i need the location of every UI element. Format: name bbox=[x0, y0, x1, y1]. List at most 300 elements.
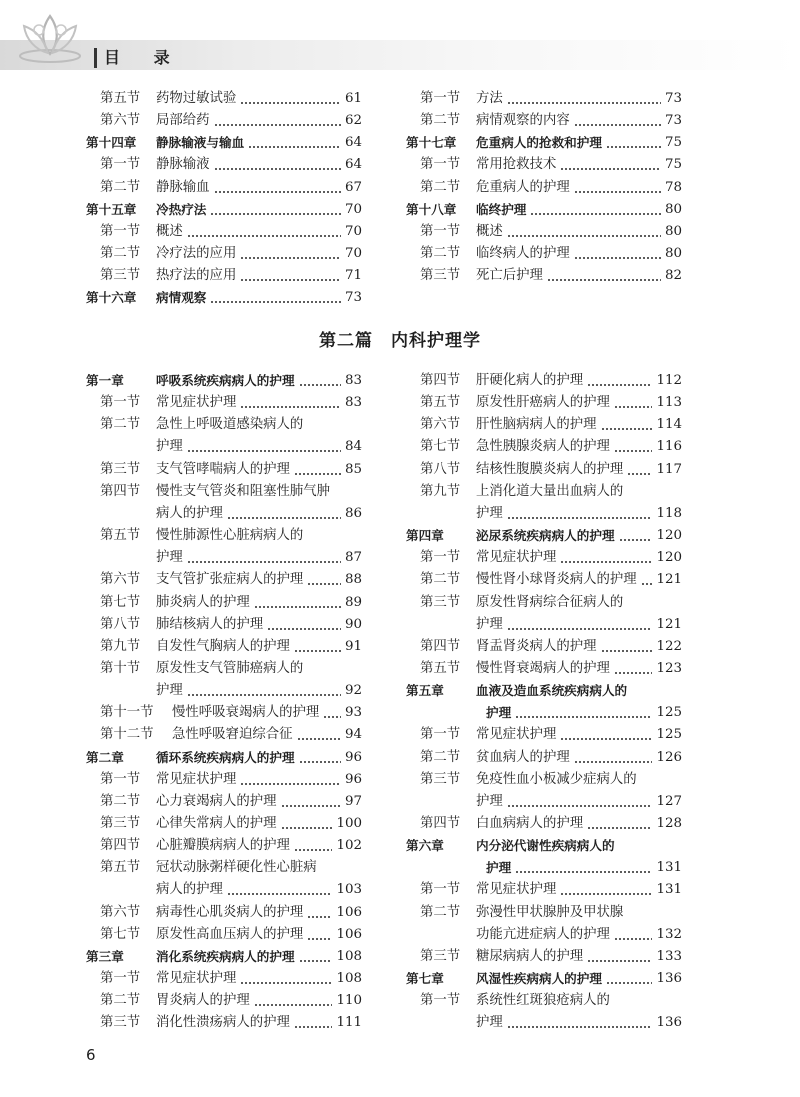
section-title: 慢性肾衰竭病人的护理 bbox=[476, 660, 610, 676]
section-number: 第三节 bbox=[100, 1015, 141, 1031]
section-number: 第一节 bbox=[420, 550, 461, 566]
section-entry[interactable] bbox=[406, 924, 682, 946]
dot-leader bbox=[299, 960, 333, 962]
page-ref: 70 bbox=[344, 223, 362, 239]
dot-leader bbox=[240, 279, 341, 281]
section-entry[interactable] bbox=[86, 924, 362, 946]
section-number: 第二节 bbox=[420, 179, 461, 195]
section-title: 常见症状护理 bbox=[476, 550, 557, 566]
section-entry[interactable] bbox=[406, 265, 682, 287]
section-entry[interactable] bbox=[406, 990, 682, 1012]
section-number: 第二节 bbox=[420, 572, 461, 588]
section-entry[interactable] bbox=[86, 414, 362, 436]
section-title: 慢性呼吸衰竭病人的护理 bbox=[172, 705, 320, 721]
page-ref: 136 bbox=[656, 971, 682, 987]
section-entry[interactable] bbox=[406, 392, 682, 414]
page-ref: 70 bbox=[344, 201, 362, 217]
dot-leader bbox=[307, 916, 332, 918]
section-entry[interactable] bbox=[86, 88, 362, 110]
dot-leader bbox=[210, 301, 341, 303]
section-title: 肾盂肾炎病人的护理 bbox=[476, 638, 597, 654]
dot-leader bbox=[323, 716, 341, 718]
dot-leader bbox=[294, 650, 341, 652]
section-title: 死亡后护理 bbox=[476, 268, 543, 284]
section-entry[interactable] bbox=[406, 459, 682, 481]
section-entry[interactable] bbox=[86, 614, 362, 636]
section-title: 原发性支气管肺癌病人的 bbox=[156, 660, 304, 676]
section-entry[interactable] bbox=[406, 946, 682, 968]
section-entry[interactable] bbox=[86, 791, 362, 813]
dot-leader bbox=[307, 583, 341, 585]
dot-leader bbox=[299, 384, 341, 386]
page-ref: 106 bbox=[336, 904, 362, 920]
section-title: 常见症状护理 bbox=[156, 395, 237, 411]
section-title: 原发性高血压病人的护理 bbox=[156, 926, 304, 942]
section-entry[interactable] bbox=[406, 813, 682, 835]
section-title: 急性胰腺炎病人的护理 bbox=[476, 439, 610, 455]
section-title: 概述 bbox=[156, 223, 183, 239]
page-ref: 64 bbox=[344, 135, 362, 151]
section-title: 冠状动脉粥样硬化性心脏病 bbox=[156, 860, 317, 876]
section-title: 概述 bbox=[476, 223, 503, 239]
chapter-title: 泌尿系统疾病病人的护理 bbox=[476, 528, 615, 544]
chapter-number: 第三章 bbox=[86, 948, 124, 964]
section-number: 第四节 bbox=[420, 816, 461, 831]
section-entry[interactable] bbox=[86, 658, 362, 680]
section-title: 热疗法的应用 bbox=[156, 268, 237, 284]
section-title: 药物过敏试验 bbox=[156, 91, 237, 106]
page-ref: 80 bbox=[664, 223, 682, 239]
section-entry[interactable] bbox=[86, 481, 362, 503]
section-number: 第二节 bbox=[100, 793, 141, 809]
section-entry[interactable] bbox=[406, 1012, 682, 1034]
dot-leader bbox=[530, 213, 661, 215]
page-ref: 88 bbox=[344, 572, 362, 588]
section-entry[interactable] bbox=[406, 791, 682, 813]
chapter-number: 第十四章 bbox=[86, 135, 137, 151]
section-entry[interactable] bbox=[406, 902, 682, 924]
dot-leader bbox=[507, 805, 653, 807]
dot-leader bbox=[507, 102, 661, 104]
section-title: 护理 bbox=[156, 683, 183, 699]
section-title: 危重病人的护理 bbox=[476, 179, 570, 195]
section-number: 第五节 bbox=[100, 860, 141, 876]
page-number: 6 bbox=[86, 1046, 96, 1064]
section-entry[interactable] bbox=[86, 724, 362, 746]
page-ref: 100 bbox=[336, 816, 362, 831]
chapter-number: 第十八章 bbox=[406, 201, 457, 217]
section-number: 第十一节 bbox=[100, 705, 154, 721]
chapter-entry[interactable] bbox=[406, 525, 682, 547]
page-ref: 116 bbox=[656, 439, 682, 455]
dot-leader bbox=[187, 235, 341, 237]
page-ref: 121 bbox=[656, 572, 682, 588]
dot-leader bbox=[606, 146, 661, 148]
dot-leader bbox=[240, 102, 341, 104]
section-number: 第二节 bbox=[420, 113, 461, 129]
dot-leader bbox=[240, 406, 341, 408]
section-number: 第三节 bbox=[420, 948, 461, 964]
section-title: 常用抢救技术 bbox=[476, 157, 557, 173]
chapter-entry[interactable] bbox=[406, 857, 682, 879]
dot-leader bbox=[614, 406, 653, 408]
section-title: 病人的护理 bbox=[156, 882, 223, 898]
page-ref: 62 bbox=[344, 113, 362, 129]
section-entry[interactable] bbox=[86, 154, 362, 176]
section-entry[interactable] bbox=[406, 110, 682, 132]
page-ref: 120 bbox=[656, 550, 682, 566]
dot-leader bbox=[641, 583, 653, 585]
section-title: 支气管哮喘病人的护理 bbox=[156, 461, 290, 477]
section-title: 肺结核病人的护理 bbox=[156, 616, 264, 632]
section-number: 第八节 bbox=[100, 616, 141, 632]
section-entry[interactable] bbox=[406, 243, 682, 265]
section-title: 白血病病人的护理 bbox=[476, 816, 584, 831]
section-number: 第十二节 bbox=[100, 727, 154, 743]
section-number: 第一节 bbox=[100, 771, 141, 787]
section-number: 第四节 bbox=[420, 373, 461, 388]
header-title: 目 录 bbox=[104, 48, 184, 67]
section-entry[interactable] bbox=[406, 614, 682, 636]
section-title: 急性呼吸窘迫综合征 bbox=[172, 727, 293, 743]
chapter-entry[interactable] bbox=[406, 835, 682, 857]
section-entry[interactable] bbox=[86, 436, 362, 458]
chapter-entry[interactable] bbox=[86, 287, 362, 309]
section-entry[interactable] bbox=[86, 177, 362, 199]
page-ref: 80 bbox=[664, 246, 682, 262]
section-entry[interactable] bbox=[86, 592, 362, 614]
page-ref: 128 bbox=[656, 816, 682, 831]
section-title: 静脉输液 bbox=[156, 157, 210, 173]
section-entry[interactable] bbox=[86, 636, 362, 658]
page-ref: 78 bbox=[664, 179, 682, 195]
section-number: 第一节 bbox=[100, 395, 141, 411]
section-number: 第七节 bbox=[100, 594, 141, 610]
dot-leader bbox=[299, 761, 341, 763]
dot-leader bbox=[214, 124, 341, 126]
page-ref: 73 bbox=[664, 91, 682, 106]
chapter-entry[interactable] bbox=[86, 946, 362, 968]
page-ref: 106 bbox=[336, 926, 362, 942]
section-entry[interactable] bbox=[406, 569, 682, 591]
page-ref: 110 bbox=[336, 993, 362, 1009]
dot-leader bbox=[560, 893, 652, 895]
section-entry[interactable] bbox=[406, 879, 682, 901]
section-entry[interactable] bbox=[406, 658, 682, 680]
dot-leader bbox=[560, 168, 661, 170]
section-entry[interactable] bbox=[406, 547, 682, 569]
section-entry[interactable] bbox=[406, 414, 682, 436]
page-ref: 93 bbox=[344, 705, 362, 721]
section-number: 第九节 bbox=[100, 638, 141, 654]
section-title: 原发性肝癌病人的护理 bbox=[476, 395, 610, 411]
part-title: 第二篇 内科护理学 bbox=[319, 331, 481, 351]
section-title: 冷疗法的应用 bbox=[156, 246, 237, 262]
chapter-entry[interactable] bbox=[406, 680, 682, 702]
section-entry[interactable] bbox=[406, 88, 682, 110]
dot-leader bbox=[619, 539, 653, 541]
chapter-title: 内分泌代谢性疾病病人的 bbox=[476, 838, 615, 854]
section-entry[interactable] bbox=[406, 370, 682, 392]
section-entry[interactable] bbox=[86, 503, 362, 525]
dot-leader bbox=[587, 384, 652, 386]
section-number: 第二节 bbox=[420, 904, 461, 920]
section-entry[interactable] bbox=[86, 769, 362, 791]
page-ref: 123 bbox=[656, 660, 682, 676]
section-title: 肝硬化病人的护理 bbox=[476, 373, 584, 388]
lotus-logo-icon bbox=[14, 6, 86, 74]
page-ref: 85 bbox=[344, 461, 362, 477]
section-title: 慢性肺源性心脏病病人的 bbox=[156, 528, 304, 544]
section-number: 第五节 bbox=[100, 528, 141, 544]
page-ref: 121 bbox=[656, 616, 682, 632]
chapter-entry[interactable] bbox=[86, 747, 362, 769]
chapter-entry[interactable] bbox=[406, 199, 682, 221]
section-title: 护理 bbox=[156, 439, 183, 455]
section-entry[interactable] bbox=[86, 879, 362, 901]
chapter-entry[interactable] bbox=[406, 702, 682, 724]
page-ref: 120 bbox=[656, 528, 682, 544]
page-ref: 92 bbox=[344, 683, 362, 699]
section-entry[interactable] bbox=[86, 221, 362, 243]
page-ref: 122 bbox=[656, 638, 682, 654]
dot-leader bbox=[614, 450, 653, 452]
section-number: 第二节 bbox=[100, 246, 141, 262]
dot-leader bbox=[614, 672, 653, 674]
dot-leader bbox=[294, 849, 333, 851]
dot-leader bbox=[227, 517, 341, 519]
dot-leader bbox=[547, 279, 661, 281]
section-entry[interactable] bbox=[86, 702, 362, 724]
page-ref: 111 bbox=[336, 1015, 362, 1031]
chapter-number: 第五章 bbox=[406, 683, 444, 699]
page-ref: 108 bbox=[336, 971, 362, 987]
section-number: 第三节 bbox=[100, 461, 141, 477]
section-title: 病人的护理 bbox=[156, 505, 223, 521]
section-title: 胃炎病人的护理 bbox=[156, 993, 250, 1009]
chapter-title: 循环系统疾病病人的护理 bbox=[156, 749, 295, 765]
section-title: 心律失常病人的护理 bbox=[156, 816, 277, 831]
chapter-title: 呼吸系统疾病病人的护理 bbox=[156, 373, 295, 388]
section-number: 第一节 bbox=[100, 157, 141, 173]
dot-leader bbox=[601, 650, 653, 652]
section-entry[interactable] bbox=[86, 525, 362, 547]
section-title: 自发性气胸病人的护理 bbox=[156, 638, 290, 654]
dot-leader bbox=[281, 827, 333, 829]
dot-leader bbox=[515, 871, 652, 873]
section-number: 第二节 bbox=[420, 749, 461, 765]
chapter-entry[interactable] bbox=[86, 370, 362, 392]
section-title: 原发性肾病综合征病人的 bbox=[476, 594, 624, 610]
dot-leader bbox=[560, 561, 652, 563]
section-title: 急性上呼吸道感染病人的 bbox=[156, 417, 304, 433]
chapter-entry[interactable] bbox=[86, 199, 362, 221]
section-entry[interactable] bbox=[86, 835, 362, 857]
section-entry[interactable] bbox=[406, 592, 682, 614]
section-entry[interactable] bbox=[406, 154, 682, 176]
section-number: 第四节 bbox=[420, 638, 461, 654]
dot-leader bbox=[240, 783, 341, 785]
section-number: 第三节 bbox=[420, 268, 461, 284]
section-entry[interactable] bbox=[86, 857, 362, 879]
section-number: 第二节 bbox=[100, 179, 141, 195]
page-ref: 83 bbox=[344, 373, 362, 388]
dot-leader bbox=[601, 428, 653, 430]
section-title: 上消化道大量出血病人的 bbox=[476, 483, 624, 499]
section-entry[interactable] bbox=[406, 436, 682, 458]
page-ref: 133 bbox=[656, 948, 682, 964]
section-entry[interactable] bbox=[406, 221, 682, 243]
dot-leader bbox=[187, 694, 341, 696]
chapter-entry[interactable] bbox=[406, 968, 682, 990]
page-ref: 64 bbox=[344, 157, 362, 173]
chapter-number: 第十六章 bbox=[86, 290, 137, 306]
dot-leader bbox=[297, 738, 341, 740]
section-entry[interactable] bbox=[406, 177, 682, 199]
section-entry[interactable] bbox=[86, 990, 362, 1012]
section-entry[interactable] bbox=[86, 902, 362, 924]
section-entry[interactable] bbox=[406, 636, 682, 658]
section-title: 常见症状护理 bbox=[156, 771, 237, 787]
page-ref: 125 bbox=[656, 705, 682, 721]
section-entry[interactable] bbox=[86, 547, 362, 569]
dot-leader bbox=[214, 191, 341, 193]
chapter-title: 临终护理 bbox=[476, 201, 527, 217]
section-entry[interactable] bbox=[86, 968, 362, 990]
section-number: 第五节 bbox=[420, 395, 461, 411]
dot-leader bbox=[606, 982, 653, 984]
chapter-title: 冷热疗法 bbox=[156, 201, 207, 217]
chapter-title: 静脉输液与输血 bbox=[156, 135, 245, 151]
dot-leader bbox=[587, 960, 652, 962]
section-title: 护理 bbox=[476, 793, 503, 809]
chapter-entry[interactable] bbox=[406, 132, 682, 154]
section-title: 心脏瓣膜病病人的护理 bbox=[156, 838, 290, 854]
section-entry[interactable] bbox=[406, 747, 682, 769]
page-ref: 97 bbox=[344, 793, 362, 809]
page-ref: 102 bbox=[336, 838, 362, 854]
section-number: 第六节 bbox=[100, 113, 141, 129]
page-ref: 118 bbox=[656, 505, 682, 521]
page-ref: 114 bbox=[656, 417, 682, 433]
section-number: 第四节 bbox=[100, 483, 141, 499]
dot-leader bbox=[574, 124, 661, 126]
page-ref: 131 bbox=[656, 882, 682, 898]
dot-leader bbox=[307, 938, 332, 940]
section-number: 第十节 bbox=[100, 660, 141, 676]
section-entry[interactable] bbox=[406, 481, 682, 503]
section-number: 第一节 bbox=[420, 223, 461, 239]
section-title: 局部给药 bbox=[156, 113, 210, 129]
dot-leader bbox=[515, 716, 652, 718]
section-entry[interactable] bbox=[406, 503, 682, 525]
section-entry[interactable] bbox=[86, 813, 362, 835]
chapter-title: 消化系统疾病病人的护理 bbox=[156, 948, 295, 964]
section-entry[interactable] bbox=[86, 265, 362, 287]
section-title: 静脉输血 bbox=[156, 179, 210, 195]
section-entry[interactable] bbox=[406, 724, 682, 746]
page-ref: 90 bbox=[344, 616, 362, 632]
page-ref: 126 bbox=[656, 749, 682, 765]
section-number: 第一节 bbox=[420, 993, 461, 1009]
dot-leader bbox=[507, 517, 653, 519]
section-entry[interactable] bbox=[86, 110, 362, 132]
page-ref: 113 bbox=[656, 395, 682, 411]
dot-leader bbox=[294, 1026, 333, 1028]
section-entry[interactable] bbox=[86, 243, 362, 265]
dot-leader bbox=[248, 146, 341, 148]
section-number: 第七节 bbox=[100, 926, 141, 942]
page-ref: 94 bbox=[344, 727, 362, 743]
chapter-title: 护理 bbox=[486, 860, 512, 876]
section-title: 支气管扩张症病人的护理 bbox=[156, 572, 304, 588]
chapter-number: 第一章 bbox=[86, 373, 124, 388]
section-title: 慢性支气管炎和阻塞性肺气肿 bbox=[156, 483, 331, 499]
dot-leader bbox=[210, 213, 341, 215]
chapter-number: 第十五章 bbox=[86, 201, 137, 217]
section-number: 第五节 bbox=[420, 660, 461, 676]
section-number: 第九节 bbox=[420, 483, 461, 499]
chapter-entry[interactable] bbox=[86, 132, 362, 154]
section-entry[interactable] bbox=[86, 459, 362, 481]
chapter-number: 第四章 bbox=[406, 528, 444, 544]
page-ref: 103 bbox=[336, 882, 362, 898]
page-ref: 86 bbox=[344, 505, 362, 521]
dot-leader bbox=[574, 257, 661, 259]
chapter-title: 护理 bbox=[486, 705, 512, 721]
section-title: 慢性肾小球肾炎病人的护理 bbox=[476, 572, 637, 588]
page-ref: 91 bbox=[344, 638, 362, 654]
section-entry[interactable] bbox=[406, 769, 682, 791]
section-number: 第四节 bbox=[100, 838, 141, 854]
section-title: 常见症状护理 bbox=[476, 882, 557, 898]
page-ref: 84 bbox=[344, 439, 362, 455]
section-title: 消化性溃疡病人的护理 bbox=[156, 1015, 290, 1031]
section-title: 心力衰竭病人的护理 bbox=[156, 793, 277, 809]
dot-leader bbox=[574, 761, 653, 763]
section-entry[interactable] bbox=[86, 392, 362, 414]
section-entry[interactable] bbox=[86, 680, 362, 702]
section-title: 系统性红斑狼疮病人的 bbox=[476, 993, 610, 1009]
section-title: 常见症状护理 bbox=[476, 727, 557, 743]
page-header bbox=[0, 0, 800, 80]
section-number: 第三节 bbox=[100, 816, 141, 831]
section-number: 第二节 bbox=[420, 246, 461, 262]
section-entry[interactable] bbox=[86, 569, 362, 591]
section-title: 护理 bbox=[156, 550, 183, 566]
page-ref: 96 bbox=[344, 749, 362, 765]
page-ref: 96 bbox=[344, 771, 362, 787]
chapter-title: 病情观察 bbox=[156, 290, 207, 306]
dot-leader bbox=[240, 257, 341, 259]
chapter-number: 第七章 bbox=[406, 971, 444, 987]
dot-leader bbox=[294, 473, 341, 475]
page-ref: 87 bbox=[344, 550, 362, 566]
page-ref: 125 bbox=[656, 727, 682, 743]
page-ref: 131 bbox=[656, 860, 682, 876]
section-entry[interactable] bbox=[86, 1012, 362, 1034]
section-number: 第六节 bbox=[420, 417, 461, 433]
page-ref: 71 bbox=[344, 268, 362, 284]
section-number: 第一节 bbox=[420, 91, 461, 106]
page-ref: 136 bbox=[656, 1015, 682, 1031]
dot-leader bbox=[187, 561, 341, 563]
section-title: 肺炎病人的护理 bbox=[156, 594, 250, 610]
section-number: 第六节 bbox=[100, 572, 141, 588]
dot-leader bbox=[507, 235, 661, 237]
section-title: 功能亢进症病人的护理 bbox=[476, 926, 610, 942]
section-number: 第一节 bbox=[100, 971, 141, 987]
